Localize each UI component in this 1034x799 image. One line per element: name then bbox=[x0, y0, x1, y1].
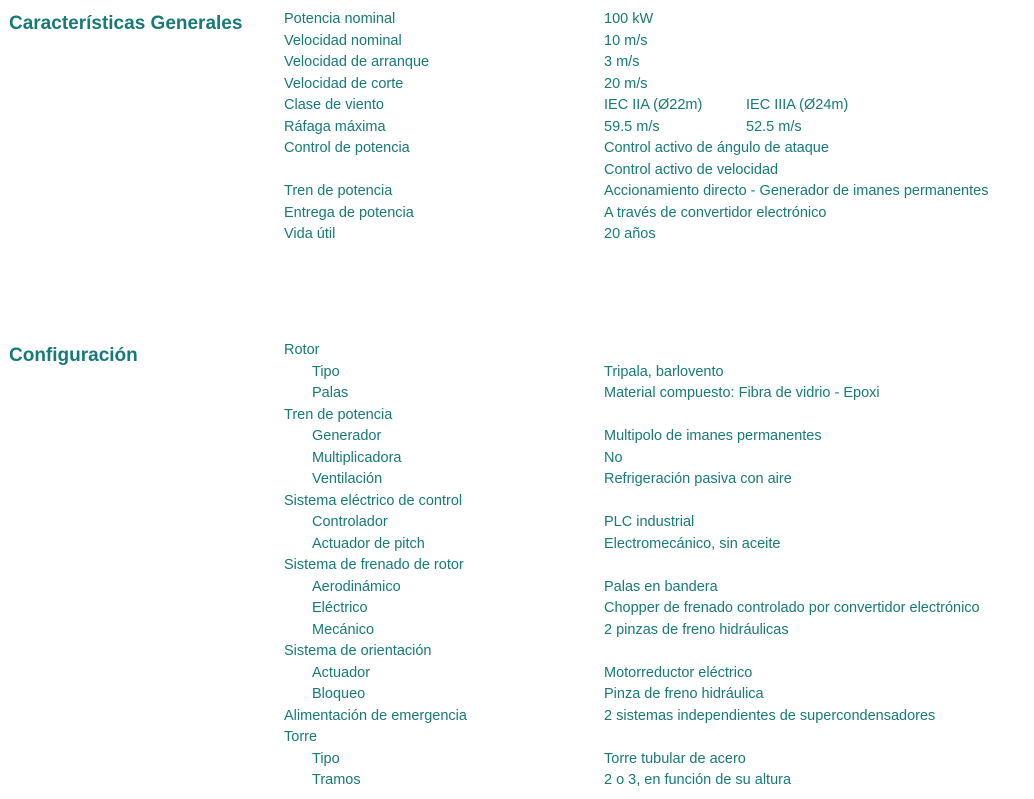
spec-row bbox=[284, 770, 1034, 792]
spec-label: Potencia nominal bbox=[284, 11, 396, 27]
spec-row bbox=[284, 52, 1034, 74]
spec-label: Velocidad de arranque bbox=[284, 54, 430, 70]
spec-value: Control activo de velocidad bbox=[604, 161, 779, 178]
spec-label: Aerodinámico bbox=[312, 578, 401, 595]
spec-row bbox=[284, 512, 1034, 534]
spec-label: Tramos bbox=[312, 772, 361, 788]
spec-row bbox=[284, 31, 1034, 53]
spec-label: Torre bbox=[284, 729, 318, 745]
spec-row bbox=[284, 117, 1034, 139]
spec-row bbox=[284, 534, 1034, 556]
spec-value: PLC industrial bbox=[604, 514, 695, 530]
spec-value: 59.5 m/s bbox=[604, 118, 660, 135]
spec-label: Sistema eléctrico de control bbox=[284, 492, 463, 509]
spec-row bbox=[284, 426, 1034, 448]
spec-label: Mecánico bbox=[312, 621, 375, 638]
section-title: Configuración bbox=[9, 345, 138, 366]
spec-value: Palas en bandera bbox=[604, 578, 718, 595]
spec-label: Alimentación de emergencia bbox=[284, 707, 467, 724]
spec-value: Pinza de freno hidráulica bbox=[604, 686, 764, 702]
spec-label: Velocidad nominal bbox=[284, 32, 402, 49]
spec-row bbox=[284, 160, 1034, 182]
spec-row bbox=[284, 684, 1034, 706]
spec-label: Eléctrico bbox=[312, 600, 368, 616]
spec-value: Accionamiento directo - Generador de imanes permanentes bbox=[604, 183, 989, 199]
spec-row bbox=[284, 95, 1034, 117]
spec-value: Material compuesto: Fibra de vidrio - Epoxi bbox=[604, 385, 880, 401]
spec-row bbox=[284, 203, 1034, 225]
spec-label: Actuador bbox=[312, 664, 371, 681]
spec-value: 2 pinzas de freno hidráulicas bbox=[604, 621, 789, 638]
spec-value: 2 sistemas independientes de supercondensadores bbox=[604, 707, 936, 724]
spec-row bbox=[284, 405, 1034, 427]
spec-label: Velocidad de corte bbox=[284, 75, 404, 92]
spec-value: 100 kW bbox=[604, 11, 654, 27]
spec-value: 2 o 3, en función de su altura bbox=[604, 772, 792, 788]
spec-value: Tripala, barlovento bbox=[604, 363, 724, 380]
spec-label: Control de potencia bbox=[284, 140, 410, 156]
spec-label: Vida útil bbox=[284, 226, 336, 242]
spec-row bbox=[284, 138, 1034, 160]
spec-row bbox=[284, 555, 1034, 577]
spec-value: 20 m/s bbox=[604, 75, 648, 92]
spec-list bbox=[284, 9, 1034, 246]
spec-row bbox=[284, 598, 1034, 620]
spec-label: Palas bbox=[312, 385, 349, 401]
spec-label: Entrega de potencia bbox=[284, 204, 414, 221]
spec-value: 3 m/s bbox=[604, 54, 640, 70]
spec-row bbox=[284, 641, 1034, 663]
section-title: Características Generales bbox=[9, 13, 243, 34]
spec-value: Control activo de ángulo de ataque bbox=[604, 140, 829, 156]
spec-row bbox=[284, 577, 1034, 599]
spec-value: Torre tubular de acero bbox=[604, 750, 746, 767]
spec-value: Motorreductor eléctrico bbox=[604, 664, 753, 681]
spec-label: Bloqueo bbox=[312, 686, 366, 702]
spec-label: Tren de potencia bbox=[284, 406, 393, 423]
spec-row bbox=[284, 181, 1034, 203]
spec-value: No bbox=[604, 449, 623, 466]
spec-label: Controlador bbox=[312, 514, 388, 530]
spec-label: Multiplicadora bbox=[312, 449, 402, 466]
spec-label: Sistema de frenado de rotor bbox=[284, 557, 464, 573]
spec-row bbox=[284, 620, 1034, 642]
spec-label: Ventilación bbox=[312, 471, 383, 487]
spec-row bbox=[284, 74, 1034, 96]
spec-row bbox=[284, 340, 1034, 362]
spec-label: Tipo bbox=[312, 750, 340, 767]
spec-row bbox=[284, 663, 1034, 685]
spec-list bbox=[284, 340, 1034, 792]
spec-value: 20 años bbox=[604, 226, 656, 242]
spec-label: Rotor bbox=[284, 342, 320, 358]
spec-row bbox=[284, 706, 1034, 728]
spec-row bbox=[284, 448, 1034, 470]
spec-row bbox=[284, 749, 1034, 771]
spec-row bbox=[284, 727, 1034, 749]
spec-row bbox=[284, 9, 1034, 31]
spec-label: Ráfaga máxima bbox=[284, 118, 386, 135]
spec-label: Clase de viento bbox=[284, 97, 384, 113]
spec-row bbox=[284, 469, 1034, 491]
spec-value: 10 m/s bbox=[604, 32, 648, 49]
spec-row bbox=[284, 383, 1034, 405]
spec-row bbox=[284, 224, 1034, 246]
spec-value-alt: 52.5 m/s bbox=[746, 118, 802, 135]
spec-label: Generador bbox=[312, 428, 382, 444]
spec-row bbox=[284, 362, 1034, 384]
spec-value: IEC IIA (Ø22m) bbox=[604, 97, 703, 113]
spec-value: Refrigeración pasiva con aire bbox=[604, 471, 792, 487]
spec-label: Actuador de pitch bbox=[312, 535, 425, 552]
spec-label: Sistema de orientación bbox=[284, 643, 432, 659]
spec-value: Multipolo de imanes permanentes bbox=[604, 428, 822, 444]
spec-value: A través de convertidor electrónico bbox=[604, 204, 827, 221]
spec-row bbox=[284, 491, 1034, 513]
spec-label: Tren de potencia bbox=[284, 183, 393, 199]
spec-value-alt: IEC IIIA (Ø24m) bbox=[746, 97, 849, 113]
spec-label: Tipo bbox=[312, 363, 340, 380]
spec-value: Chopper de frenado controlado por convertidor electrónico bbox=[604, 600, 980, 616]
spec-value: Electromecánico, sin aceite bbox=[604, 535, 781, 552]
